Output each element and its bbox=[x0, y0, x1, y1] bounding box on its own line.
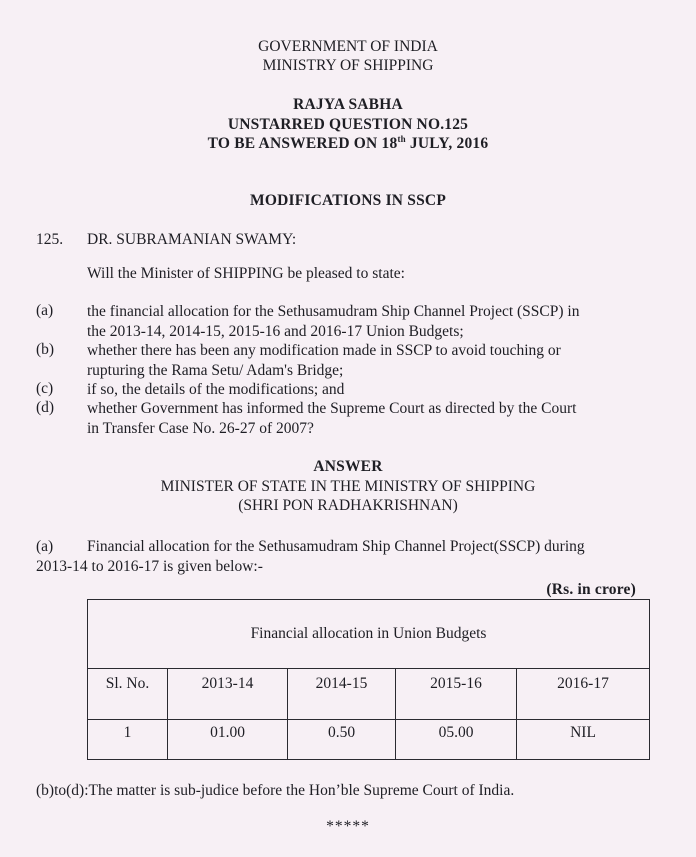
table-row bbox=[88, 720, 650, 760]
end-mark: ***** bbox=[326, 818, 370, 835]
column-header: 2013-14 bbox=[168, 669, 288, 720]
minister-title: MINISTER OF STATE IN THE MINISTRY OF SHIPPING bbox=[160, 478, 536, 495]
table-caption: Financial allocation in Union Budgets bbox=[88, 600, 650, 669]
part-a-label: (a) bbox=[36, 538, 54, 555]
unit-label: (Rs. in crore) bbox=[546, 581, 636, 598]
asker-name: DR. SUBRAMANIAN SWAMY: bbox=[87, 231, 297, 248]
column-header: Sl. No. bbox=[88, 669, 168, 720]
table-cell: 01.00 bbox=[168, 720, 288, 760]
part-a-text: Financial allocation for the Sethusamudram Ship Channel Project(SSCP) during bbox=[87, 538, 585, 555]
item-label: (a) bbox=[36, 302, 54, 319]
ministry-header: MINISTRY OF SHIPPING bbox=[262, 57, 434, 74]
list-item: if so, the details of the modifications; and bbox=[87, 381, 345, 398]
list-item: whether Government has informed the Supreme Court as directed by the Court in Transfer Case No. 26-27 of 2007? bbox=[87, 400, 577, 437]
table-cell: NIL bbox=[517, 720, 650, 760]
question-number: 125. bbox=[36, 231, 64, 248]
table-header-row bbox=[88, 669, 650, 720]
item-label: (b) bbox=[36, 341, 55, 358]
question-intro: Will the Minister of SHIPPING be pleased to state: bbox=[87, 265, 405, 282]
answer-heading: ANSWER bbox=[313, 458, 383, 475]
part-a-text-cont: 2013-14 to 2016-17 is given below:- bbox=[36, 558, 263, 575]
part-bd-text: (b)to(d):The matter is sub-judice before the Hon’ble Supreme Court of India. bbox=[36, 782, 515, 799]
minister-name: (SHRI PON RADHAKRISHNAN) bbox=[238, 497, 458, 514]
column-header: 2015-16 bbox=[396, 669, 517, 720]
table-cell: 0.50 bbox=[288, 720, 396, 760]
table-cell: 05.00 bbox=[396, 720, 517, 760]
item-label: (c) bbox=[36, 380, 54, 397]
govt-header: GOVERNMENT OF INDIA bbox=[258, 38, 438, 55]
subject-title: MODIFICATIONS IN SSCP bbox=[250, 192, 446, 209]
column-header: 2014-15 bbox=[288, 669, 396, 720]
allocation-table bbox=[87, 599, 650, 760]
house-name: RAJYA SABHA bbox=[293, 96, 403, 113]
column-header: 2016-17 bbox=[517, 669, 650, 720]
item-label: (d) bbox=[36, 399, 55, 416]
question-number-title: UNSTARRED QUESTION NO.125 bbox=[227, 116, 469, 133]
list-item: the financial allocation for the Sethusamudram Ship Channel Project (SSCP) in the 2013-14, 2014-15, 2015-16 and 2016-17 Union Budgets; bbox=[87, 303, 580, 340]
list-item: whether there has been any modification made in SSCP to avoid touching or rupturing the Rama Setu/ Adam's Bridge; bbox=[87, 342, 561, 379]
table-caption-row bbox=[88, 600, 650, 669]
table-cell: 1 bbox=[88, 720, 168, 760]
answer-date: TO BE ANSWERED ON 18th JULY, 2016 bbox=[207, 134, 489, 152]
